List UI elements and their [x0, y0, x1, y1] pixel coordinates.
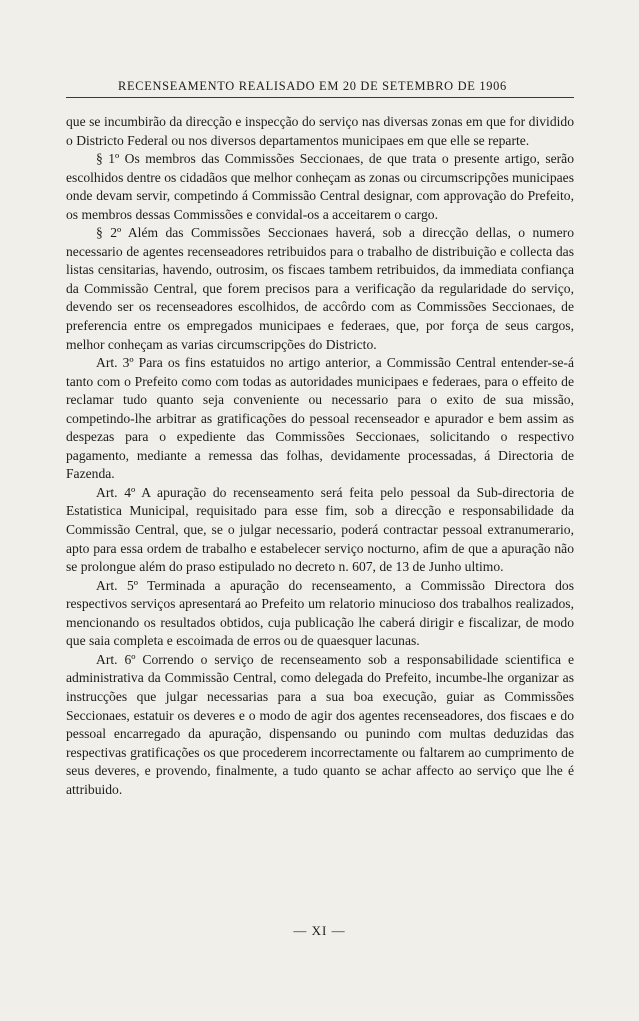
paragraph-section-1: § 1º Os membros das Commissões Seccionaes, de que trata o presente artigo, serão escolhidos dentre os cidadãos que melhor conheçam as zonas ou circumscripções municipaes onde devam servir, competindo á Commissão Central designar, com approvação do Prefeito, os membros dessas Commissões e convidal-os a acceitarem o cargo. — [66, 151, 574, 222]
header-rule — [66, 97, 574, 98]
paragraph-article-3: Art. 3º Para os fins estatuidos no artigo anterior, a Commissão Central entender-se-á tanto com o Prefeito como com todas as autoridades municipaes e federaes, para o effeito de reclamar tudo quanto seja conveniente ou necessario para o exito de sua missão, competindo-lhe arbitrar as gratificações do pessoal recenseador e apurador e bem assim as despezas para o expediente das Commissões Seccionaes, solicitando o respectivo pagamento, mediante a remessa das folhas, devidamente processadas, á Directoria de Fazenda. — [66, 355, 574, 482]
paragraph-continuation: que se incumbirão da direcção e inspecção do serviço nas diversas zonas em que for dividido o Districto Federal ou nos diversos departamentos municipaes em que elle se reparte. — [66, 114, 574, 148]
body-text — [66, 113, 574, 799]
paragraph-section-2: § 2º Além das Commissões Seccionaes haverá, sob a direcção dellas, o numero necessario de agentes recenseadores retribuidos para o trabalho de distribuição e collecta das listas censitarias, havendo, outrosim, os fiscaes tambem retribuidos, da immediata confiança da Commissão Central, que forem precisos para a verificação da regularidade do serviço, devendo ser os recenseadores escolhidos, de accôrdo com as Commissões Seccionaes, de preferencia entre os empregados municipaes e federaes, que, por força de seus cargos, melhor conheçam as varias circumscripções do Districto. — [66, 225, 574, 352]
paragraph-article-4: Art. 4º A apuração do recenseamento será feita pelo pessoal da Sub-directoria de Estatistica Municipal, requisitado para esse fim, sob a direcção e responsabilidade da Commissão Central, que, se o julgar necessario, poderá contractar pessoal extranumerario, apto para essa ordem de trabalho e estabelecer serviço nocturno, afim de que a apuração não se prolongue além do praso estipulado no decreto n. 607, de 13 de Junho ultimo. — [66, 484, 574, 575]
paragraph-article-5: Art. 5º Terminada a apuração do recenseamento, a Commissão Directora dos respectivos serviços apresentará ao Prefeito um relatorio minucioso dos trabalhos realizados, mencionando os resultados obtidos, cuja publicação lhe caberá dirigir e fiscalizar, de modo que saia completa e escoimada de erros ou de quaesquer lacunas. — [66, 577, 574, 649]
page-number: — XI — — [293, 923, 346, 938]
paragraph-article-6: Art. 6º Correndo o serviço de recenseamento sob a responsabilidade scientifica e administrativa da Commissão Central, como delegada do Prefeito, incumbe-lhe organizar as instrucções que julgar necessarias para a sua boa execução, guiar as Commissões Seccionaes, estatuir os deveres e o modo de agir dos agentes recenseadores, dos fiscaes e do pessoal encarregado da apuração, dispensando ou punindo com multas deduzidas das respectivas gratificações os que procederem incorrectamente ou faltarem ao cumprimento de seus deveres, e provendo, finalmente, a tudo quanto se achar affecto ao serviço que lhe é attribuido. — [66, 651, 574, 797]
running-header-title: RECENSEAMENTO REALISADO EM 20 DE SETEMBRO DE 1906 — [118, 79, 507, 93]
